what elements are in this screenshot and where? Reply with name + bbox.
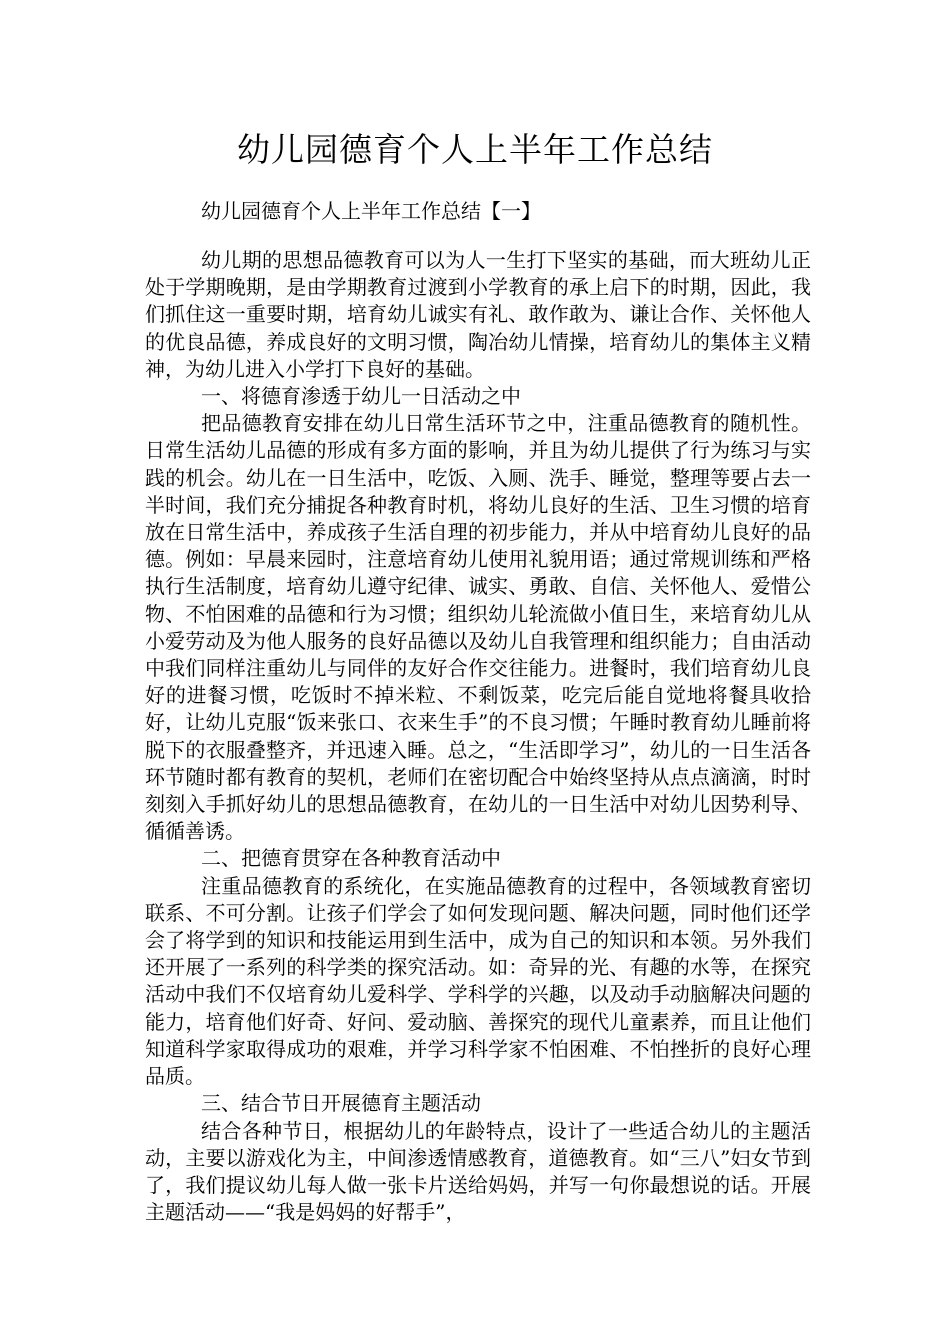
section-heading-3: 三、结合节日开展德育主题活动 [201,1091,481,1116]
document-body [145,247,811,1226]
document-subtitle: 幼儿园德育个人上半年工作总结【一】 [201,199,541,223]
section-heading-2: 二、把德育贯穿在各种教育活动中 [201,846,501,871]
section-paragraph-1: 把品德教育安排在幼儿日常生活环节之中，注重品德教育的随机性。日常生活幼儿品德的形成有多方面的影响，并且为幼儿提供了行为练习与实践的机会。幼儿在一日生活中，吃饭、入厕、洗手、睡觉，整理等要占去一半时间，我们充分捕捉各种教育时机，将幼儿良好的生活、卫生习惯的培育放在日常生活中，养成孩子生活自理的初步能力，并从中培育幼儿良好的品德。例如：早晨来园时，注意培育幼儿使用礼貌用语；通过常规训练和严格执行生活制度，培育幼儿遵守纪律、诚实、勇敢、自信、关怀他人、爱惜公物、不怕困难的品德和行为习惯；组织幼儿轮流做小值日生，来培育幼儿从小爱劳动及为他人服务的良好品德以及幼儿自我管理和组织能力；自由活动中我们同样注重幼儿与同伴的友好合作交往能力。进餐时，我们培育幼儿良好的进餐习惯，吃饭时不掉米粒、不剩饭菜，吃完后能自觉地将餐具收拾好，让幼儿克服“饭来张口、衣来生手”的不良习惯；午睡时教育幼儿睡前将脱下的衣服叠整齐，并迅速入睡。总之，“生活即学习”，幼儿的一日生活各环节随时都有教育的契机，老师们在密切配合中始终坚持从点点滴滴，时时刻刻入手抓好幼儿的思想品德教育，在幼儿的一日生活中对幼儿因势利导、循循善诱。 [145,411,811,844]
section-heading-1: 一、将德育渗透于幼儿一日活动之中 [201,384,521,409]
document-title: 幼儿园德育个人上半年工作总结 [237,130,713,169]
section-paragraph-2: 注重品德教育的系统化，在实施品德教育的过程中，各领域教育密切联系、不可分割。让孩子们学会了如何发现问题、解决问题，同时他们还学会了将学到的知识和技能运用到生活中，成为自己的知识和本领。另外我们还开展了一系列的科学类的探究活动。如：奇异的光、有趣的水等，在探究活动中我们不仅培育幼儿爱科学、学科学的兴趣，以及动手动脑解决问题的能力，培育他们好奇、好问、爱动脑、善探究的现代儿童素养，而且让他们知道科学家取得成功的艰难，并学习科学家不怕困难、不怕挫折的良好心理品质。 [145,873,811,1089]
section-paragraph-3: 结合各种节日，根据幼儿的年龄特点，设计了一些适合幼儿的主题活动，主要以游戏化为主，中间渗透情感教育，道德教育。如“三八”妇女节到了，我们提议幼儿每人做一张卡片送给妈妈，并写一句你最想说的话。开展主题活动——“我是妈妈的好帮手”， [145,1118,811,1225]
intro-paragraph: 幼儿期的思想品德教育可以为人一生打下坚实的基础，而大班幼儿正处于学期晚期，是由学期教育过渡到小学教育的承上启下的时期，因此，我们抓住这一重要时期，培育幼儿诚实有礼、敢作敢为、谦让合作、关怀他人的优良品德，养成良好的文明习惯，陶冶幼儿情操，培育幼儿的集体主义精神，为幼儿进入小学打下良好的基础。 [145,248,811,381]
